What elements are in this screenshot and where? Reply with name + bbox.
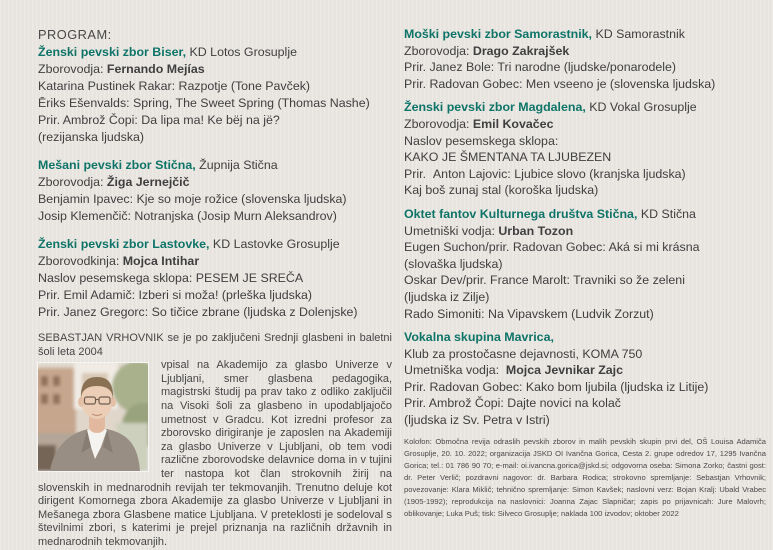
program-line <box>404 256 766 273</box>
conductor-bio <box>38 332 392 550</box>
program-line <box>404 59 766 76</box>
program-text: Drago Zakrajšek <box>472 43 570 58</box>
program-text: Umetniška vodja: <box>404 363 506 378</box>
program-line <box>38 253 392 270</box>
program-text: Prir. Ambrož Čopi: Dajte novici na kolač <box>404 396 621 411</box>
program-block <box>404 329 766 429</box>
program-block <box>38 157 392 225</box>
program-text: Zborovodkinja: <box>38 254 123 268</box>
program-line <box>38 191 392 208</box>
bio-body <box>38 359 392 549</box>
program-block <box>404 26 766 92</box>
program-text: Zborovodja: <box>38 175 107 189</box>
program-line <box>38 157 392 174</box>
program-text: Katarina Pustinek Rakar: Razpotje (Tone Pavček) <box>38 79 311 93</box>
program-line <box>404 182 766 199</box>
program-line <box>38 129 392 146</box>
program-text: Kaj boš zunaj stal (koroška ljudska) <box>404 183 599 198</box>
program-text: Zborovodja: <box>404 116 473 131</box>
program-line <box>38 44 392 61</box>
right-program-blocks <box>404 26 766 429</box>
program-line <box>38 270 392 287</box>
program-text: Klub za prostočasne dejavnosti, KOMA 750 <box>404 346 643 361</box>
program-text: Žiga Jernejčič <box>106 175 190 189</box>
program-block <box>404 99 766 199</box>
bio-text: vpisal na Akademijo za glasbo Univerze v Ljubljani, smer glasbena pedagogika, magistrski študij pa prav tako z odliko zaključil na Visoki šoli za glasbeno in upodabljajočo umetnost v Gradcu. Kot izredni profesor za zborovsko dirigiranje je zaposlen na Akademiji za glasbo Univerze v Ljubljani, ob tem vodi različne zborovodske delavnice doma in v tujini ter nastopa kot član strokovnih žirij na slovenskih in mednarodnih revijah ter tekmovanjih. Trenutno deluje kot dirigent Komornega zbora Akademije za glasbo Univerze v Ljubljani in Mešanega zbora Glasbene matice Ljubljana. V preteklosti je sodeloval s številnimi zbori, s katerimi je prejel priznanja na različnih državnih in mednarodnih tekmovanjih. <box>38 359 392 548</box>
program-line <box>404 272 766 289</box>
program-line <box>404 223 766 240</box>
program-line <box>404 346 766 363</box>
program-line <box>404 306 766 323</box>
program-text: Naslov pesemskega sklopa: PESEM JE SREČA <box>38 271 304 285</box>
colophon-text: Kolofon: Območna revija odraslih pevskih zborov in malih pevskih skupin prvi del, OŠ Louisa Adamiča Grosuplje, 20. 10. 2022; organizacija JSKD OI Ivančna Gorica, Cesta 2. grupe odredov 17, 1295 Ivančna Gorica; tel.: 01 786 90 70; e-mail: oi.ivancna.gorica@jskd.si; odgovorna oseba: Simona Zorko; častni gost: dr. Peter Verlič; pozdravni nagovor: dr. Barbara Rodica; strokovno spremljanje: Sebastjan Vrhovnik; povezovanje: Klara Miklič; tehnično spremljanje: Simon Kavšek; naslovni verz: Bojan Kralj: Ubald Vrabec (1905-1992); reprodukcija na naslovnici: Joanna Zajac Slapničar; zapis po prijavnicah: Jure Malovrh; oblikovanje; Luka Puš; tisk: Silveco Grosuplje; naklada 100 izvodov; oktober 2022 <box>404 436 766 519</box>
program-text: Urban Tozon <box>498 223 574 238</box>
program-line <box>38 287 392 304</box>
program-label: PROGRAM: <box>38 27 112 42</box>
program-line <box>404 206 766 223</box>
bio-intro-line: SEBASTJAN VRHOVNIK se je po zaključeni Srednji glasbeni in baletni šoli leta 2004 <box>38 332 392 358</box>
program-line <box>38 61 392 78</box>
program-text: KD Lastovke Grosuplje <box>209 237 340 251</box>
program-text: Naslov pesemskega sklopa: <box>404 133 559 148</box>
ensemble-name: Oktet fantov Kulturnega društva Stična, <box>404 206 638 221</box>
program-line <box>38 304 392 321</box>
program-line <box>38 78 392 95</box>
program-text: Zborovodja: <box>404 43 473 58</box>
ensemble-name: Mešani pevski zbor Stična, <box>38 158 196 172</box>
program-text: Prir. Radovan Gobec: Kako bom ljubila (ljudska iz Litije) <box>404 379 709 394</box>
program-line <box>38 174 392 191</box>
program-line <box>404 43 766 60</box>
program-text: Mojca Intihar <box>122 254 200 268</box>
program-text: KD Vokal Grosuplje <box>585 100 697 115</box>
program-line <box>404 289 766 306</box>
program-text: Prir. Emil Adamič: Izberi si moža! (prleška ljudska) <box>38 288 313 302</box>
program-text: Prir. Janez Bole: Tri narodne (ljudske/ponarodele) <box>404 60 677 75</box>
program-block <box>38 44 392 146</box>
left-column <box>38 26 392 550</box>
program-line <box>404 362 766 379</box>
program-line <box>404 26 766 43</box>
program-block <box>38 236 392 321</box>
program-text: Fernando Mejías <box>106 62 205 76</box>
program-text: Umetniški vodja: <box>404 223 499 238</box>
left-program-blocks <box>38 44 392 321</box>
conductor-photo <box>38 363 148 471</box>
program-text: (ljudska iz Zilje) <box>404 289 490 304</box>
program-text: Benjamin Ipavec: Kje so moje rožice (slovenska ljudska) <box>38 192 347 206</box>
ensemble-name: Ženski pevski zbor Lastovke, <box>38 237 210 251</box>
program-text: Zborovodja: <box>38 62 107 76</box>
program-line <box>404 116 766 133</box>
right-column <box>404 26 766 520</box>
ensemble-name: Vokalna skupina Mavrica, <box>404 330 554 345</box>
ensemble-name: Ženski pevski zbor Biser, <box>38 45 187 59</box>
program-line <box>404 99 766 116</box>
program-line <box>404 412 766 429</box>
ensemble-name: Moški pevski zbor Samorastnik, <box>404 27 592 41</box>
program-line <box>404 379 766 396</box>
program-block <box>404 206 766 322</box>
program-text: (rezijanska ljudska) <box>38 130 145 144</box>
program-text: KD Samorastnik <box>592 27 685 41</box>
program-line <box>38 95 392 112</box>
program-text: Eugen Suchon/prir. Radovan Gobec: Aká si mi krásna <box>404 240 700 255</box>
program-text: Mojca Jevnikar Zajc <box>505 363 624 378</box>
program-text: KAKO JE ŠMENTANA TA LJUBEZEN <box>404 150 612 165</box>
program-text: Prir. Radovan Gobec: Men vseeno je (slovenska ljudska) <box>404 76 716 91</box>
program-text: Prir. Janez Gregorc: So tičice zbrane (ljudska z Dolenjske) <box>38 305 358 319</box>
conductor-portrait-illustration <box>38 363 148 471</box>
ensemble-name: Ženski pevski zbor Magdalena, <box>404 100 586 115</box>
program-line <box>38 112 392 129</box>
program-text: Ēriks Ešenvalds: Spring, The Sweet Spring (Thomas Nashe) <box>38 96 370 110</box>
program-text: (ljudska iz Sv. Petra v Istri) <box>404 413 550 428</box>
program-text: Emil Kovačec <box>472 116 554 131</box>
program-line <box>404 149 766 166</box>
program-line <box>404 133 766 150</box>
program-line <box>404 329 766 346</box>
program-text: (slovaška ljudska) <box>404 256 503 271</box>
program-text: KD Stična <box>637 206 696 221</box>
program-line <box>404 166 766 183</box>
program-text: Oskar Dev/prir. France Marolt: Travniki so že zeleni <box>404 273 685 288</box>
program-line <box>38 208 392 225</box>
program-line <box>38 236 392 253</box>
program-text: Prir. Ambrož Čopi: Da lipa ma! Ke bëj na jë? <box>38 113 280 127</box>
program-text: Rado Simoniti: Na Vipavskem (Ludvik Zorzut) <box>404 306 654 321</box>
program-text: Prir. Anton Lajovic: Ljubice slovo (kranjska ljudska) <box>404 166 686 181</box>
program-text: Župnija Stična <box>195 158 278 172</box>
program-line <box>404 395 766 412</box>
program-text: KD Lotos Grosuplje <box>186 45 297 59</box>
program-line <box>404 76 766 93</box>
program-text: Josip Klemenčič: Notranjska (Josip Murn Aleksandrov) <box>38 209 337 223</box>
program-line <box>404 239 766 256</box>
